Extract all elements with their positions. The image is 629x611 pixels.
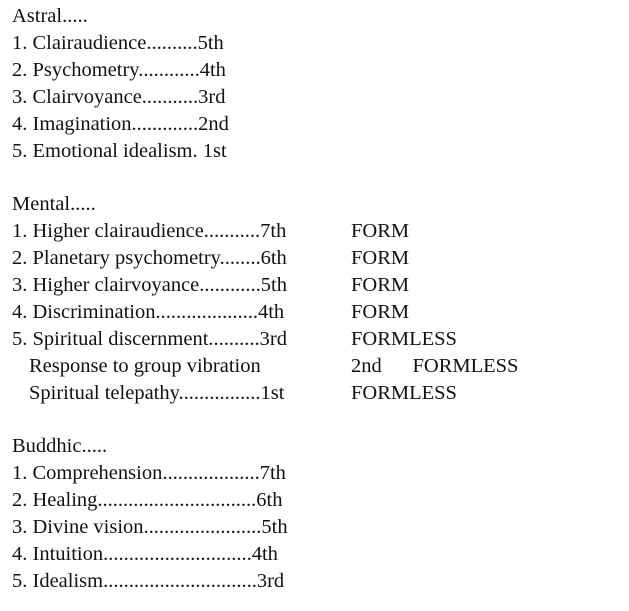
mental-form-label: FORM [351,247,410,269]
buddhic-heading: Buddhic..... [12,435,108,457]
astral-item: 2. Psychometry............4th [12,59,226,81]
mental-form-label: FORMLESS [351,382,457,404]
buddhic-item: 4. Intuition.............................4th [12,543,278,565]
mental-form-label: 2nd FORMLESS [351,355,519,377]
astral-item: 3. Clairvoyance...........3rd [12,86,226,108]
buddhic-item: 5. Idealism..............................3rd [12,570,285,592]
astral-heading: Astral..... [12,5,88,27]
mental-item: 3. Higher clairvoyance............5th [12,274,287,296]
mental-item: 5. Spiritual discernment..........3rd [12,328,287,350]
mental-item: 1. Higher clairaudience...........7th [12,220,287,242]
astral-item: 1. Clairaudience..........5th [12,32,224,54]
astral-item: 4. Imagination.............2nd [12,113,229,135]
mental-form-label: FORM [351,220,410,242]
astral-item: 5. Emotional idealism. 1st [12,140,227,162]
mental-heading: Mental..... [12,193,96,215]
buddhic-item: 2. Healing...............................6th [12,489,283,511]
mental-form-label: FORM [351,301,410,323]
buddhic-item: 3. Divine vision.......................5th [12,516,288,538]
mental-form-label: FORMLESS [351,328,457,350]
buddhic-item: 1. Comprehension...................7th [12,462,286,484]
mental-item: 4. Discrimination....................4th [12,301,285,323]
mental-item: Response to group vibration [29,355,261,377]
mental-item: 2. Planetary psychometry........6th [12,247,287,269]
mental-item: Spiritual telepathy................1st [29,382,285,404]
mental-form-label: FORM [351,274,410,296]
